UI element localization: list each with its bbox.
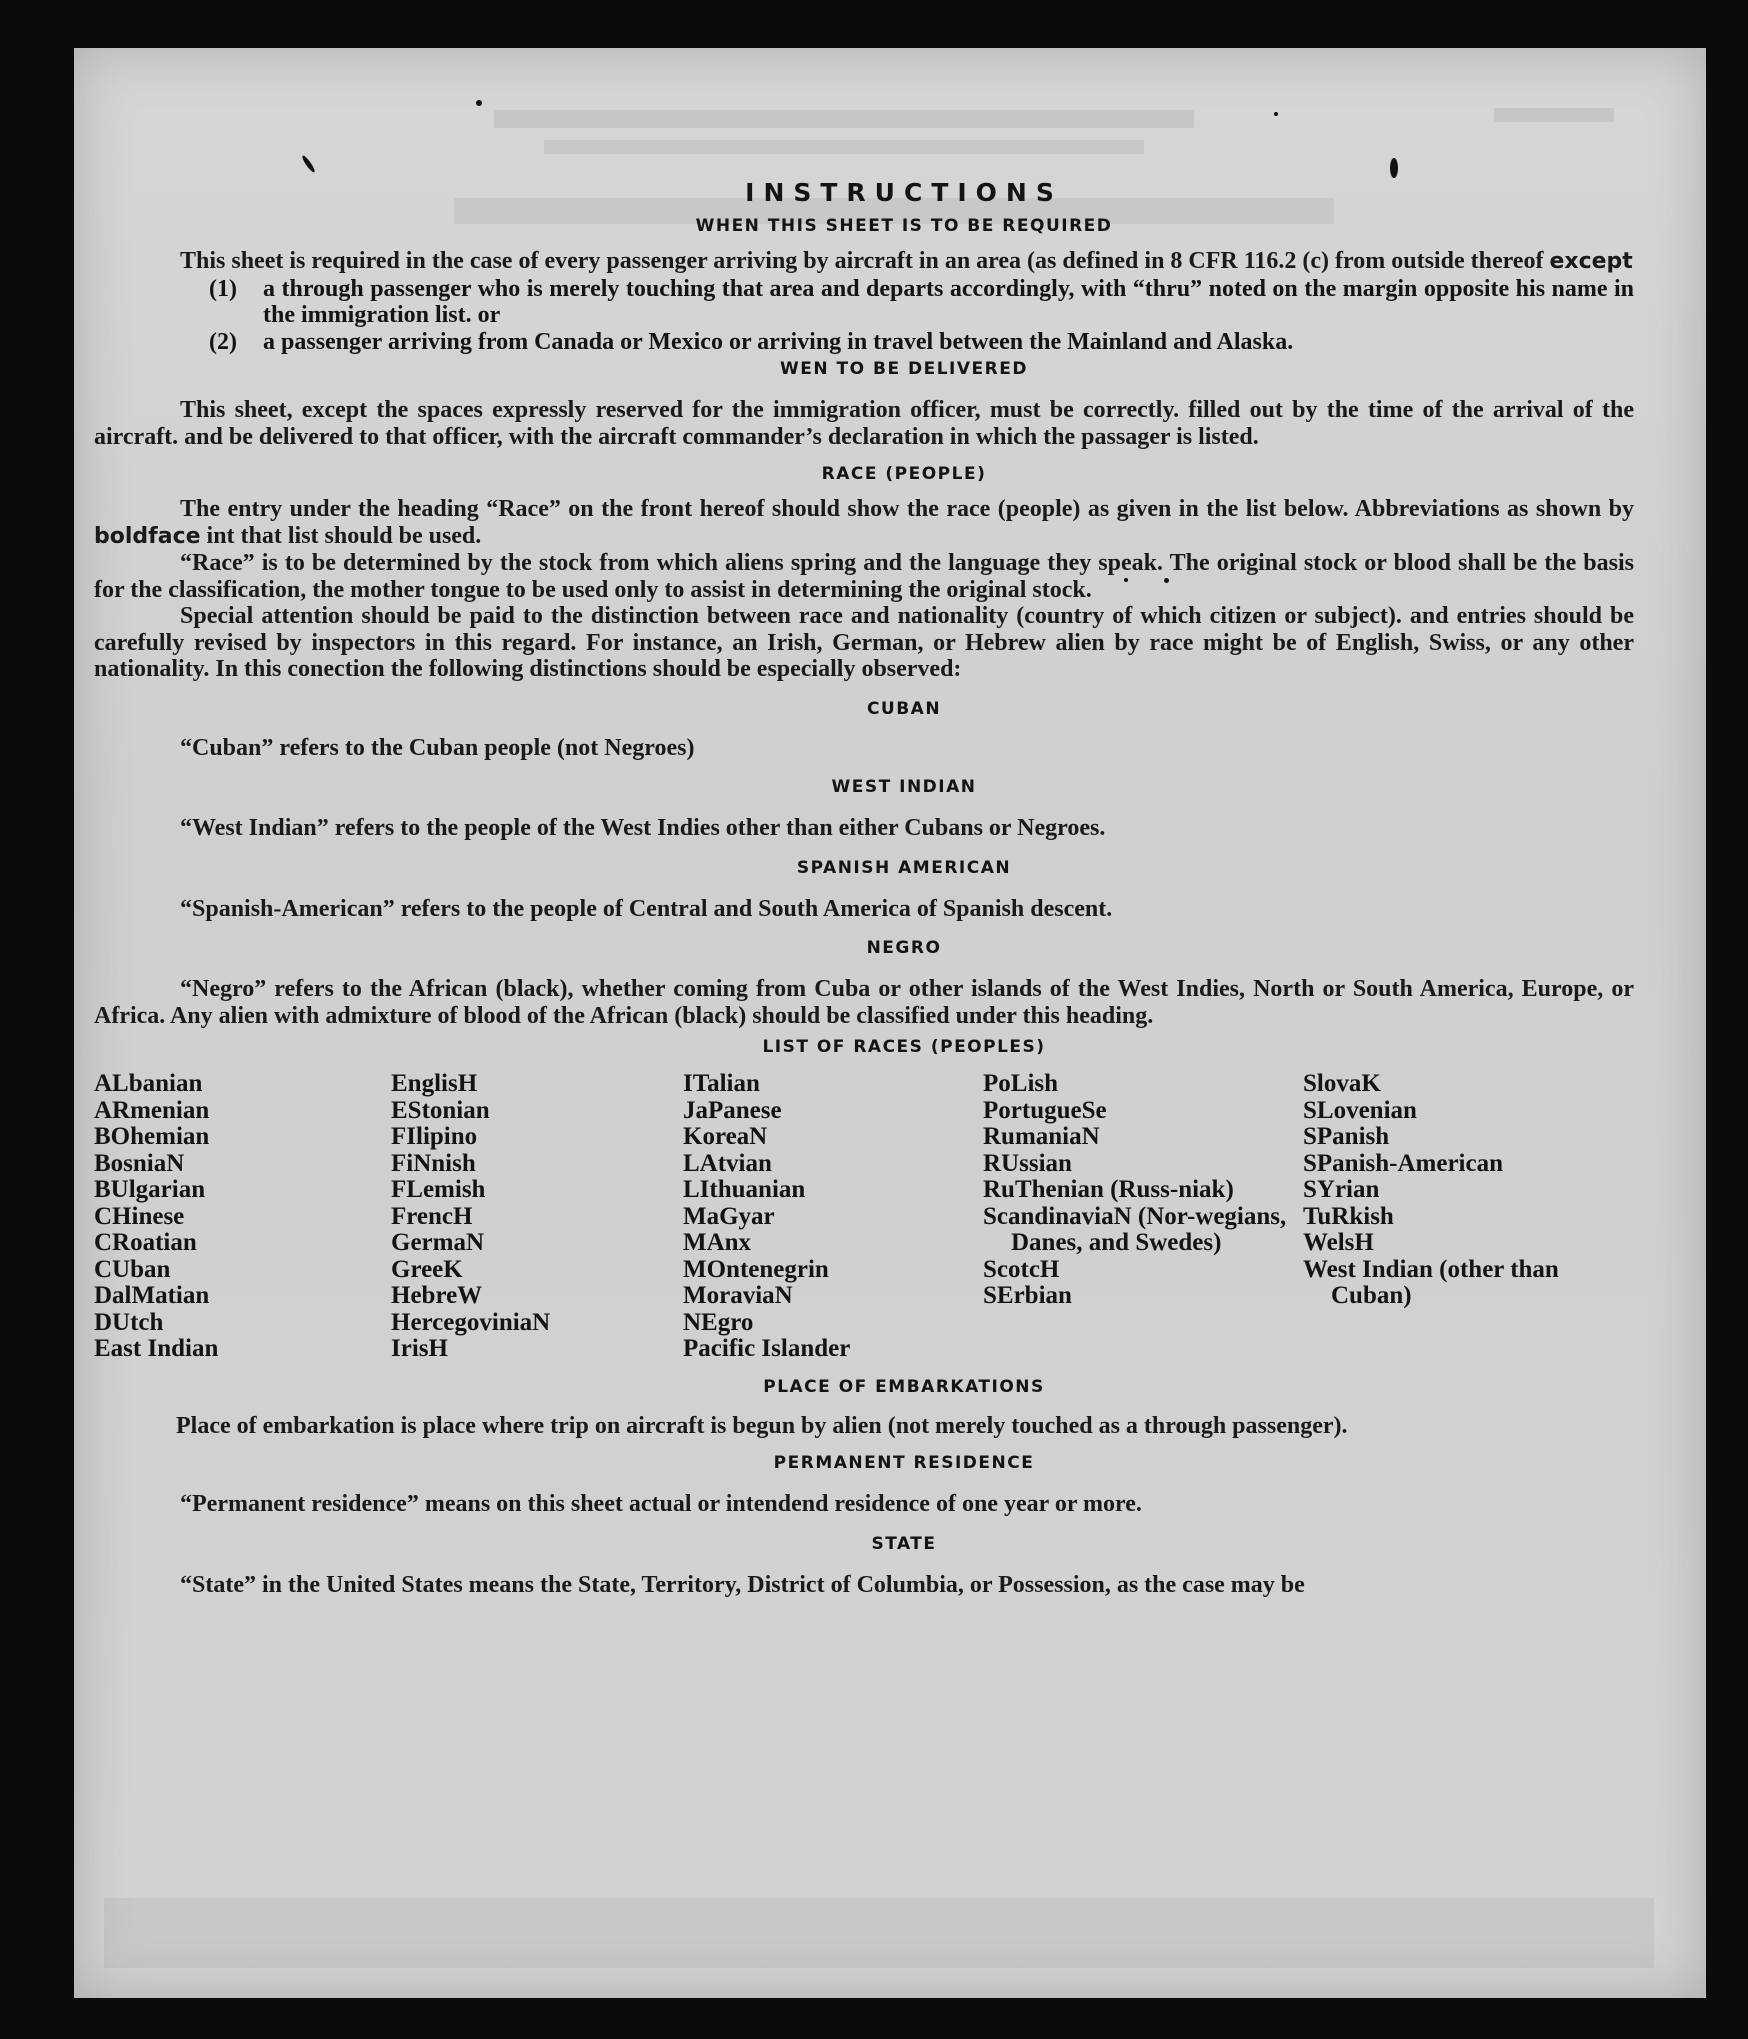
- heading-when-delivered: WEN TO BE DELIVERED: [780, 359, 1028, 379]
- negro-text: “Negro” refers to the African (black), whether coming from Cuba or other islands of the West Indies, North or South America, Europe, or Africa. Any alien with admixture of blood of the African (black) should be classified under this heading.: [94, 976, 1634, 1029]
- bleed-through-mark: [544, 140, 1144, 154]
- heading-permanent-residence: PERMANENT RESIDENCE: [773, 1453, 1035, 1473]
- race-entry: SErbian: [983, 1282, 1072, 1309]
- race-entry: CHinese: [94, 1202, 185, 1230]
- when-required-intro: This sheet is required in the case of every passenger arriving by aircraft in an area (as defined in 8 CFR 116.2 (c) from outside thereof: [180, 248, 1544, 274]
- exception-text: a through passenger who is merely touching that area and departs accordingly, with “thru” noted on the margin opposite his name in the immigration list. or: [263, 275, 1634, 328]
- heading-negro: NEGRO: [866, 938, 942, 958]
- race-entry: ALbanian: [94, 1070, 203, 1097]
- speck-mark: [1390, 158, 1398, 178]
- spanish-american-text: “Spanish-American” refers to the people of Central and South America of Spanish descent.: [180, 895, 1113, 922]
- race-entry: MaGyar: [683, 1202, 775, 1230]
- race-entry: Pacific Islander: [683, 1335, 851, 1362]
- races-column-5: [1303, 1071, 1573, 1363]
- heading-embarkation: PLACE OF EMBARKATIONS: [763, 1376, 1045, 1397]
- race-entry: RuThenian (Russ-niak): [983, 1176, 1234, 1203]
- bleed-through-mark: [104, 1898, 1654, 1968]
- race-entry: CUban: [94, 1255, 171, 1283]
- boldface-emphasis: boldface: [94, 523, 201, 549]
- race-p1-text-end: int that list should be used.: [206, 522, 482, 549]
- race-entry: FiNnish: [391, 1149, 476, 1177]
- heading-when-required: WHEN THIS SHEET IS TO BE REQUIRED: [695, 216, 1113, 236]
- race-entry: IrisH: [391, 1335, 448, 1362]
- document-body: [94, 178, 1634, 1598]
- exception-text: a passenger arriving from Canada or Mexico or arriving in travel between the Mainland and Alaska.: [263, 328, 1294, 355]
- when-delivered-text: This sheet, except the spaces expressly reserved for the immigration officer, must be correctly. filled out by the time of the arrival of the aircraft. and be delivered to that officer, with the aircraft commander’s declaration in which the passager is listed.: [94, 397, 1634, 450]
- race-entry: FrencH: [391, 1202, 473, 1230]
- heading-cuban: CUBAN: [866, 698, 942, 719]
- race-entry: RumaniaN: [983, 1123, 1100, 1150]
- heading-race: RACE (PEOPLE): [821, 464, 987, 484]
- race-entry: MoraviaN: [683, 1282, 793, 1309]
- race-entry: ITalian: [683, 1070, 760, 1097]
- speck-mark: [301, 154, 317, 173]
- race-entry: GreeK: [391, 1255, 463, 1283]
- race-entry: HercegoviniaN: [391, 1308, 551, 1336]
- race-entry: DUtch: [94, 1308, 164, 1336]
- race-entry: BOhemian: [94, 1123, 210, 1150]
- race-entry: RUssian: [983, 1149, 1072, 1177]
- except-emphasis: except: [1549, 249, 1633, 274]
- bleed-through-mark: [1494, 108, 1614, 122]
- race-entry: LIthuanian: [683, 1176, 806, 1203]
- race-entry: EStonian: [391, 1096, 490, 1124]
- exception-number: (1): [209, 275, 237, 302]
- races-column-1: [94, 1071, 391, 1363]
- race-entry: East Indian: [94, 1335, 219, 1362]
- race-entry: BUlgarian: [94, 1176, 206, 1203]
- race-entry: West Indian (other than Cuban): [1303, 1255, 1559, 1309]
- speck-mark: [1274, 112, 1278, 116]
- race-entry: SPanish: [1303, 1123, 1390, 1150]
- race-entry: PortugueSe: [983, 1096, 1107, 1124]
- race-entry: MOntenegrin: [683, 1255, 829, 1283]
- embarkation-text: Place of embarkation is place where trip on aircraft is begun by alien (not merely touched as a through passenger).: [176, 1412, 1348, 1439]
- race-entry: GermaN: [391, 1229, 485, 1256]
- exception-item-2: [209, 329, 1634, 356]
- race-entry: KoreaN: [683, 1123, 768, 1150]
- races-column-2: [391, 1071, 683, 1363]
- race-entry: DalMatian: [94, 1282, 210, 1309]
- heading-spanish-american: SPANISH AMERICAN: [796, 857, 1012, 878]
- race-entry: PoLish: [983, 1070, 1059, 1097]
- document-title: INSTRUCTIONS: [745, 178, 1063, 207]
- race-paragraph-2: “Race” is to be determined by the stock from which aliens spring and the language they speak. The original stock or blood shall be the basis for the classification, the mother tongue to be used only to assist in determining the original stock.: [94, 550, 1634, 603]
- race-entry: TuRkish: [1303, 1202, 1394, 1230]
- race-entry: CRoatian: [94, 1229, 197, 1256]
- bleed-through-mark: [494, 110, 1194, 128]
- race-entry: SPanish-American: [1303, 1149, 1503, 1177]
- race-entry: FLemish: [391, 1176, 486, 1203]
- race-entry: SYrian: [1303, 1176, 1380, 1203]
- race-entry: JaPanese: [683, 1096, 782, 1124]
- cuban-text: “Cuban” refers to the Cuban people (not Negroes): [180, 734, 695, 761]
- race-p1-text: The entry under the heading “Race” on the front hereof should show the race (people) as given in the list below. Abbreviations as shown by: [180, 496, 1634, 522]
- race-entry: HebreW: [391, 1282, 483, 1309]
- race-entry: SlovaK: [1303, 1070, 1381, 1097]
- race-entry: FIlipino: [391, 1123, 478, 1150]
- exception-number: (2): [209, 328, 237, 355]
- speck-mark: [476, 100, 482, 106]
- exception-item-1: [209, 276, 1634, 329]
- race-entry: ScotcH: [983, 1255, 1060, 1283]
- race-entry: MAnx: [683, 1229, 752, 1256]
- heading-west-indian: WEST INDIAN: [831, 777, 977, 797]
- document-page: [74, 48, 1706, 1998]
- when-required-text: [94, 248, 1634, 276]
- race-paragraph-3: Special attention should be paid to the distinction between race and nationality (country of which citizen or subject). and entries should be carefully revised by inspectors in this regard. For instance, an Irish, German, or Hebrew alien by race might be of English, Swiss, or any other nationality. In this conection the following distinctions should be especially observed:: [94, 603, 1634, 682]
- races-column-3: [683, 1071, 983, 1363]
- race-entry: ScandinaviaN (Nor-wegians, Danes, and Swedes): [983, 1202, 1287, 1256]
- permanent-residence-text: “Permanent residence” means on this sheet actual or intendend residence of one year or more.: [180, 1491, 1142, 1517]
- heading-list-of-races: LIST OF RACES (PEOPLES): [762, 1037, 1046, 1057]
- race-entry: EnglisH: [391, 1070, 478, 1097]
- west-indian-text: “West Indian” refers to the people of the West Indies other than either Cubans or Negroes.: [180, 815, 1106, 841]
- race-entry: WelsH: [1303, 1229, 1374, 1256]
- heading-state: STATE: [871, 1533, 937, 1554]
- race-entry: NEgro: [683, 1308, 754, 1336]
- race-entry: ARmenian: [94, 1096, 210, 1124]
- state-text: “State” in the United States means the State, Territory, District of Columbia, or Possession, as the case may be: [180, 1571, 1305, 1598]
- race-entry: BosniaN: [94, 1149, 185, 1177]
- races-list: [94, 1071, 1634, 1363]
- race-paragraph-1: [94, 496, 1634, 550]
- races-column-4: [983, 1071, 1303, 1363]
- race-entry: LAtvian: [683, 1149, 772, 1177]
- race-entry: SLovenian: [1303, 1096, 1417, 1124]
